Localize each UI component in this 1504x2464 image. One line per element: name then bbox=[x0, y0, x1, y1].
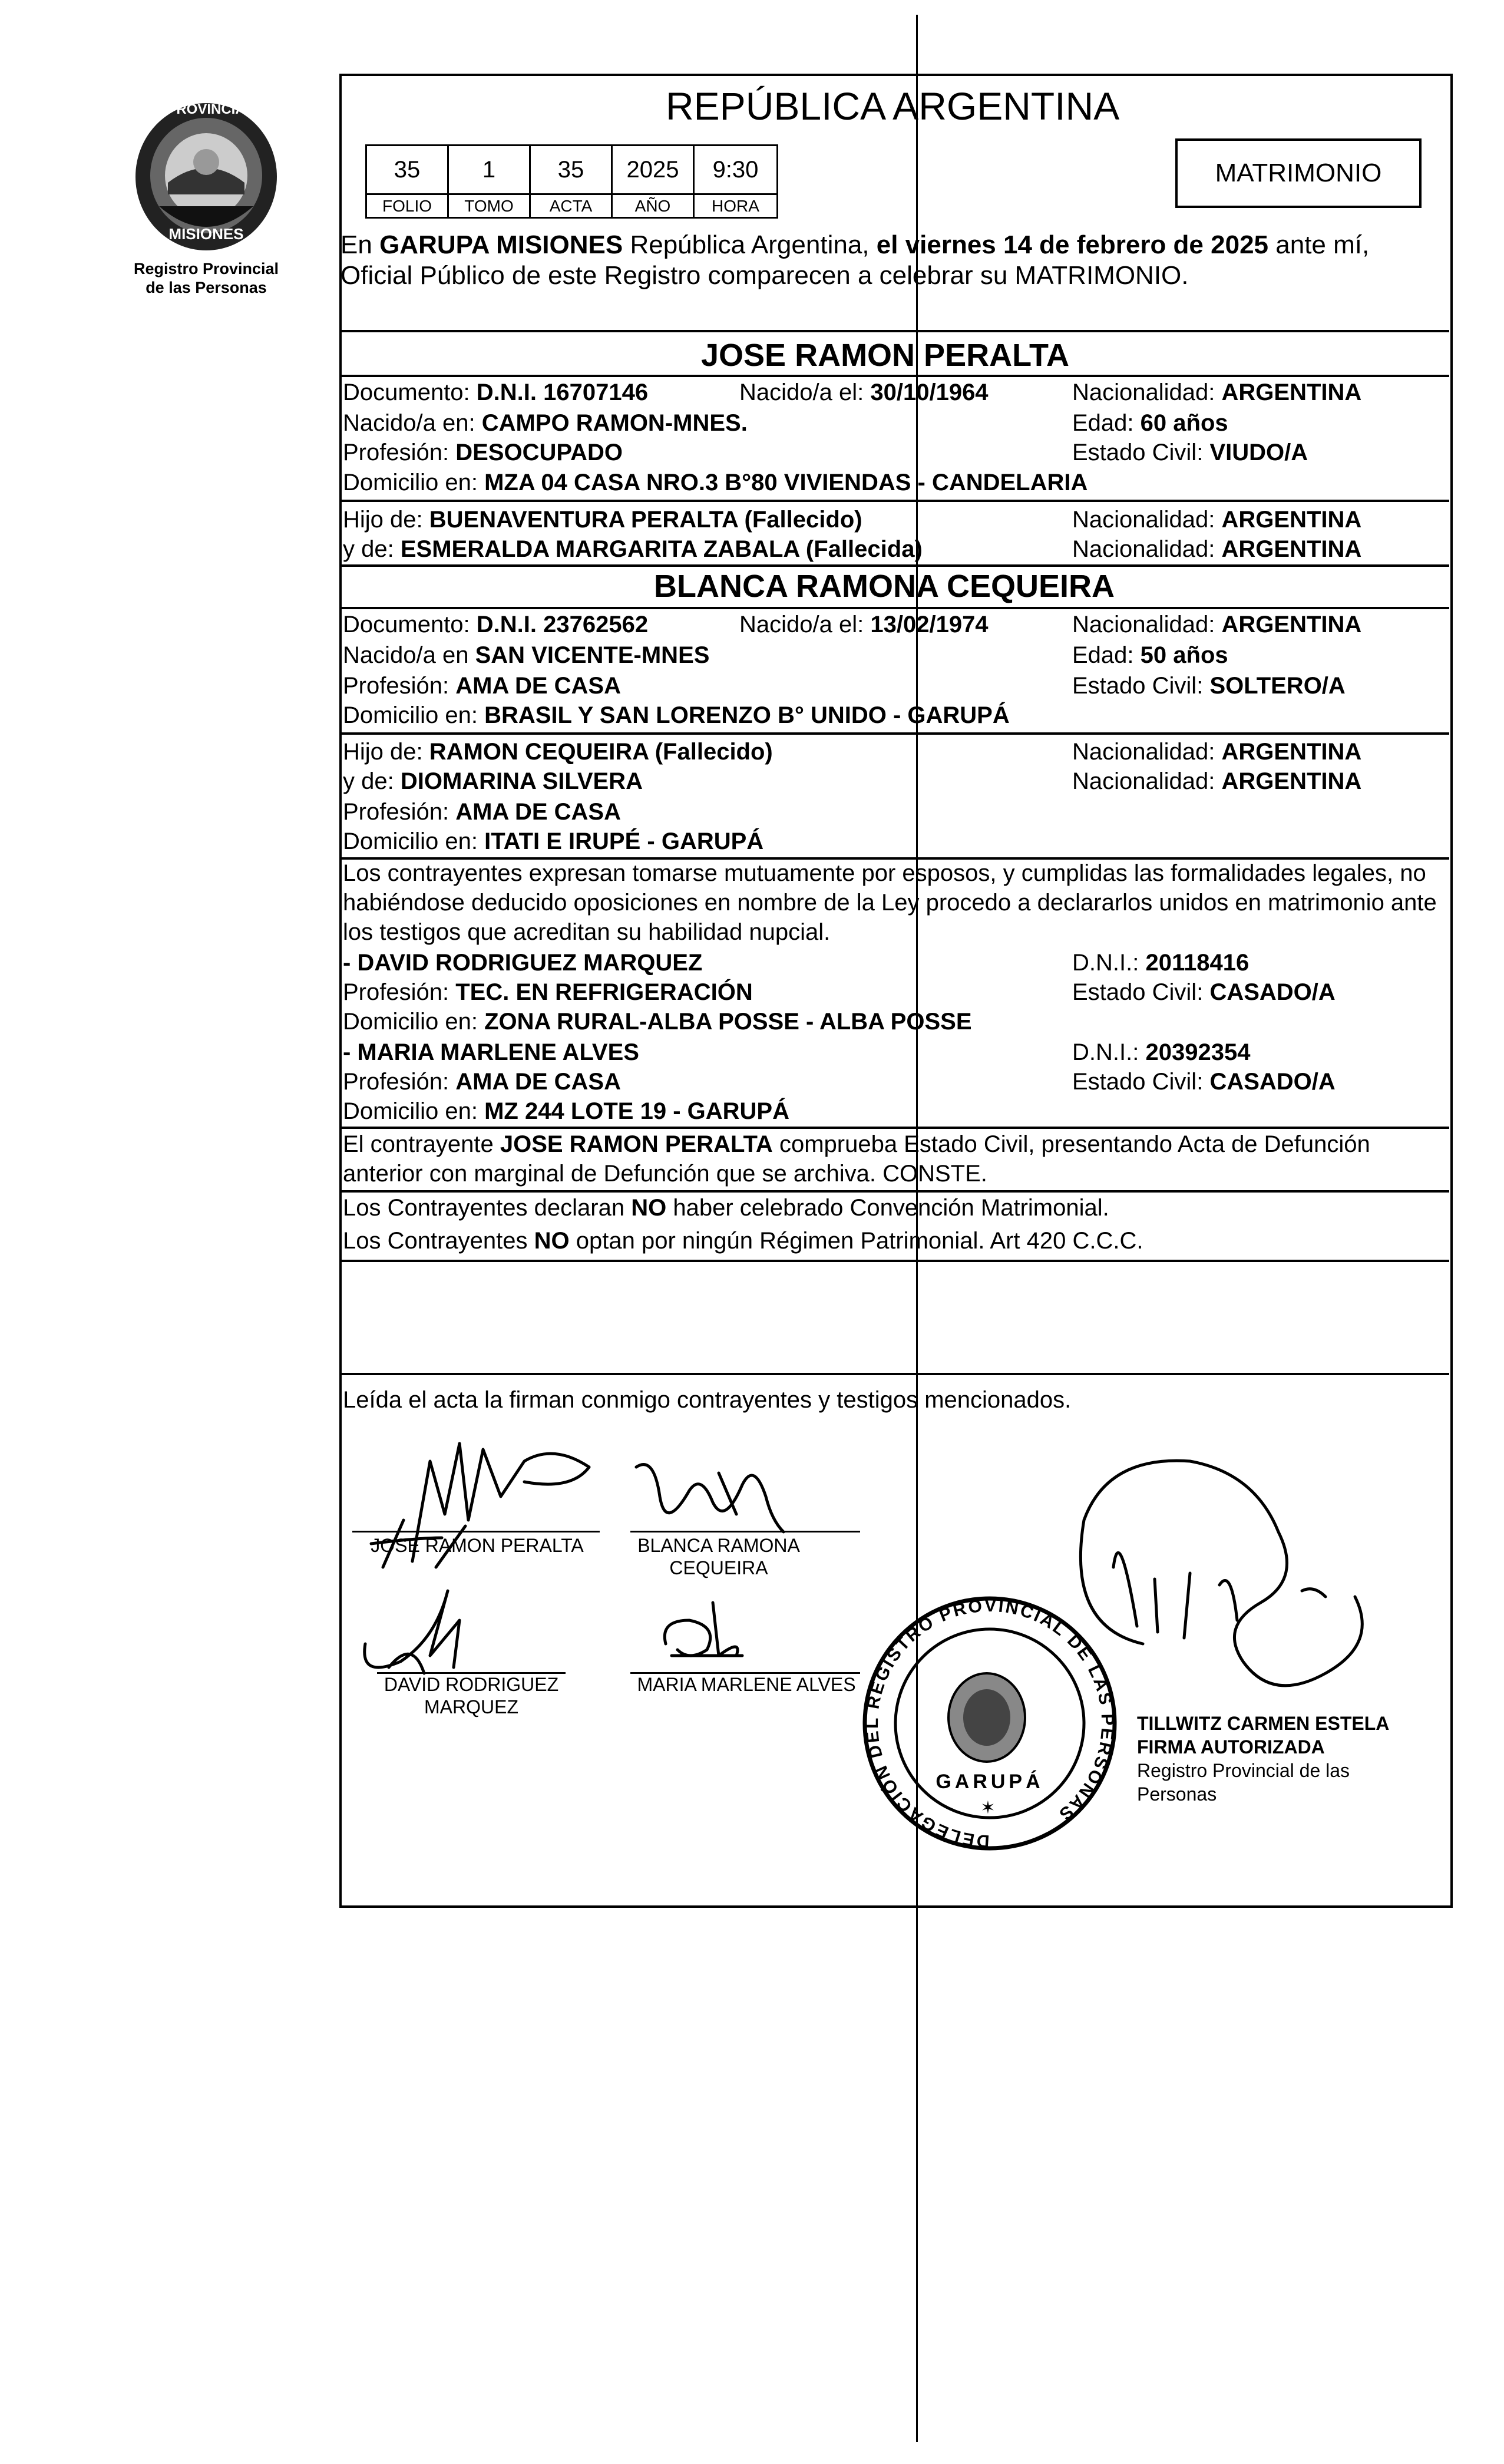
signature-maria-marlene-alves bbox=[648, 1591, 766, 1673]
convention-line-1: Los Contrayentes declaran NO haber celebrado Convención Matrimonial. bbox=[343, 1195, 1109, 1221]
spouse2-nationality: Nacionalidad: ARGENTINA bbox=[1072, 612, 1362, 638]
spouse2-birthplace: Nacido/a en SAN VICENTE-MNES bbox=[343, 642, 710, 668]
witness2-profession: Profesión: AMA DE CASA bbox=[343, 1069, 621, 1095]
witness2-address: Domicilio en: MZ 244 LOTE 19 - GARUPÁ bbox=[343, 1098, 789, 1124]
signature-line-2 bbox=[630, 1531, 860, 1532]
spouse1-address: Domicilio en: MZA 04 CASA NRO.3 B°80 VIVIENDAS - CANDELARIA bbox=[343, 470, 1088, 496]
spouse2-age: Edad: 50 años bbox=[1072, 642, 1228, 668]
witness2-dni: D.N.I.: 20392354 bbox=[1072, 1039, 1251, 1065]
folio-value: 35 bbox=[367, 146, 449, 193]
signature-line-1 bbox=[352, 1531, 600, 1532]
divider bbox=[341, 330, 1449, 332]
spouse1-doc: Documento: D.N.I. 16707146 bbox=[343, 379, 649, 405]
witness1-name: - DAVID RODRIGUEZ MARQUEZ bbox=[343, 950, 703, 976]
witness1-profession: Profesión: TEC. EN REFRIGERACIÓN bbox=[343, 979, 753, 1005]
spouse2-born: Nacido/a el: 13/02/1974 bbox=[739, 612, 989, 638]
declaration-line-1: Los contrayentes expresan tomarse mutuamente por esposos, y cumplidas las formalidades legales, no bbox=[343, 860, 1426, 886]
divider bbox=[341, 500, 1449, 502]
spouse2-address: Domicilio en: BRASIL Y SAN LORENZO B° UNIDO - GARUPÁ bbox=[343, 702, 1010, 728]
official-name: TILLWITZ CARMEN ESTELA bbox=[1137, 1713, 1390, 1734]
signer-maria-marlene-alves: MARIA MARLENE ALVES bbox=[637, 1674, 856, 1695]
signer-david-rodriguez: DAVID RODRIGUEZ bbox=[384, 1674, 559, 1695]
tomo-value: 1 bbox=[449, 146, 531, 193]
intro-line-1: En GARUPA MISIONES República Argentina, el viernes 14 de febrero de 2025 ante mí, bbox=[341, 230, 1370, 259]
signer-marquez: MARQUEZ bbox=[424, 1696, 518, 1717]
seal-top-text: PROVINCIA bbox=[167, 101, 246, 117]
spouse1-nationality: Nacionalidad: ARGENTINA bbox=[1072, 379, 1362, 405]
spouse2-mother-profession: Profesión: AMA DE CASA bbox=[343, 799, 621, 825]
spouse1-mother-nationality: Nacionalidad: ARGENTINA bbox=[1072, 536, 1362, 562]
note-line-1: El contrayente JOSE RAMON PERALTA comprueba Estado Civil, presentando Acta de Defunción bbox=[343, 1131, 1370, 1157]
acta-value: 35 bbox=[531, 146, 613, 193]
stamp-ring-text: DELEGACIÓN DEL REGISTRO PROVINCIAL DE LAS PERSONAS bbox=[862, 1596, 1118, 1851]
signer-blanca-ramona: BLANCA RAMONA bbox=[637, 1535, 800, 1556]
tomo-label: TOMO bbox=[449, 195, 531, 217]
signature-official bbox=[996, 1449, 1408, 1732]
spouse2-mother: y de: DIOMARINA SILVERA bbox=[343, 768, 643, 794]
note-line-2: anterior con marginal de Defunción que se archiva. CONSTE. bbox=[343, 1161, 987, 1187]
registry-caption-1: Registro Provincial bbox=[133, 260, 279, 278]
divider bbox=[341, 1127, 1449, 1129]
spouse2-civil-status: Estado Civil: SOLTERO/A bbox=[1072, 673, 1346, 699]
hora-label: HORA bbox=[712, 197, 759, 215]
spouse1-profession: Profesión: DESOCUPADO bbox=[343, 440, 623, 465]
anio-label: AÑO bbox=[613, 195, 695, 217]
spouse2-mother-address: Domicilio en: ITATI E IRUPÉ - GARUPÁ bbox=[343, 828, 764, 854]
star-icon: ✶ bbox=[980, 1798, 996, 1818]
signer-jose-ramon-peralta: JOSE RAMON PERALTA bbox=[371, 1535, 584, 1556]
spouse1-age: Edad: 60 años bbox=[1072, 410, 1228, 436]
record-box bbox=[365, 144, 778, 219]
page-title: REPÚBLICA ARGENTINA bbox=[666, 84, 1120, 128]
witness1-address: Domicilio en: ZONA RURAL-ALBA POSSE - ALBA POSSE bbox=[343, 1009, 972, 1035]
declaration-line-3: los testigos que acreditan su habilidad nupcial. bbox=[343, 919, 831, 945]
spouse1-name: JOSE RAMON PERALTA bbox=[701, 338, 1070, 373]
intro-line-2: Oficial Público de este Registro comparecen a celebrar su MATRIMONIO. bbox=[341, 261, 1189, 290]
spouse1-father: Hijo de: BUENAVENTURA PERALTA (Fallecido) bbox=[343, 507, 862, 533]
witness2-name: - MARIA MARLENE ALVES bbox=[343, 1039, 639, 1065]
divider bbox=[341, 732, 1449, 735]
witness2-civil-status: Estado Civil: CASADO/A bbox=[1072, 1069, 1336, 1095]
divider bbox=[341, 1190, 1449, 1193]
spouse1-born: Nacido/a el: 30/10/1964 bbox=[739, 379, 989, 405]
stamp-bottom-text: GARUPÁ bbox=[936, 1771, 1044, 1793]
acta-label: ACTA bbox=[531, 195, 613, 217]
signer-cequeira: CEQUEIRA bbox=[669, 1557, 768, 1578]
hora-value: 9:30 bbox=[712, 157, 759, 183]
spouse1-civil-status: Estado Civil: VIUDO/A bbox=[1072, 440, 1308, 465]
spouse1-birthplace: Nacido/a en: CAMPO RAMON-MNES. bbox=[343, 410, 748, 436]
spouse2-mother-nationality: Nacionalidad: ARGENTINA bbox=[1072, 768, 1362, 794]
document-type: MATRIMONIO bbox=[1215, 158, 1382, 187]
spouse2-father: Hijo de: RAMON CEQUEIRA (Fallecido) bbox=[343, 739, 773, 765]
spouse2-name: BLANCA RAMONA CEQUEIRA bbox=[654, 569, 1115, 604]
official-role: FIRMA AUTORIZADA bbox=[1137, 1736, 1325, 1758]
convention-line-2: Los Contrayentes NO optan por ningún Régimen Patrimonial. Art 420 C.C.C. bbox=[343, 1228, 1143, 1254]
intro-place: GARUPA MISIONES bbox=[379, 230, 623, 259]
divider bbox=[341, 607, 1449, 609]
declaration-line-2: habiéndose deducido oposiciones en nombre de la Ley procedo a declararlos unidos en matrimonio ante bbox=[343, 890, 1437, 916]
witness1-dni: D.N.I.: 20118416 bbox=[1072, 950, 1250, 976]
divider bbox=[341, 1260, 1449, 1262]
spouse2-father-nationality: Nacionalidad: ARGENTINA bbox=[1072, 739, 1362, 765]
spouse2-profession: Profesión: AMA DE CASA bbox=[343, 673, 621, 699]
signature-david-rodriguez-marquez bbox=[353, 1567, 495, 1685]
anio-value: 2025 bbox=[613, 146, 695, 193]
registry-logo bbox=[124, 94, 289, 300]
document-type-box bbox=[1175, 138, 1422, 208]
official-info bbox=[1137, 1712, 1432, 1806]
registry-caption-2: de las Personas bbox=[146, 279, 267, 296]
witness1-civil-status: Estado Civil: CASADO/A bbox=[1072, 979, 1336, 1005]
seal-bottom-text: MISIONES bbox=[168, 225, 244, 243]
spouse1-father-nationality: Nacionalidad: ARGENTINA bbox=[1072, 507, 1362, 533]
folio-label: FOLIO bbox=[367, 195, 449, 217]
closing-text: Leída el acta la firman conmigo contrayentes y testigos mencionados. bbox=[343, 1387, 1072, 1413]
spouse1-mother: y de: ESMERALDA MARGARITA ZABALA (Fallecida) bbox=[343, 536, 923, 562]
intro-date: el viernes 14 de febrero de 2025 bbox=[876, 230, 1269, 259]
spouse2-doc: Documento: D.N.I. 23762562 bbox=[343, 612, 649, 638]
divider bbox=[341, 375, 1449, 377]
official-office: Registro Provincial de las Personas bbox=[1137, 1760, 1350, 1805]
divider bbox=[341, 1373, 1449, 1375]
